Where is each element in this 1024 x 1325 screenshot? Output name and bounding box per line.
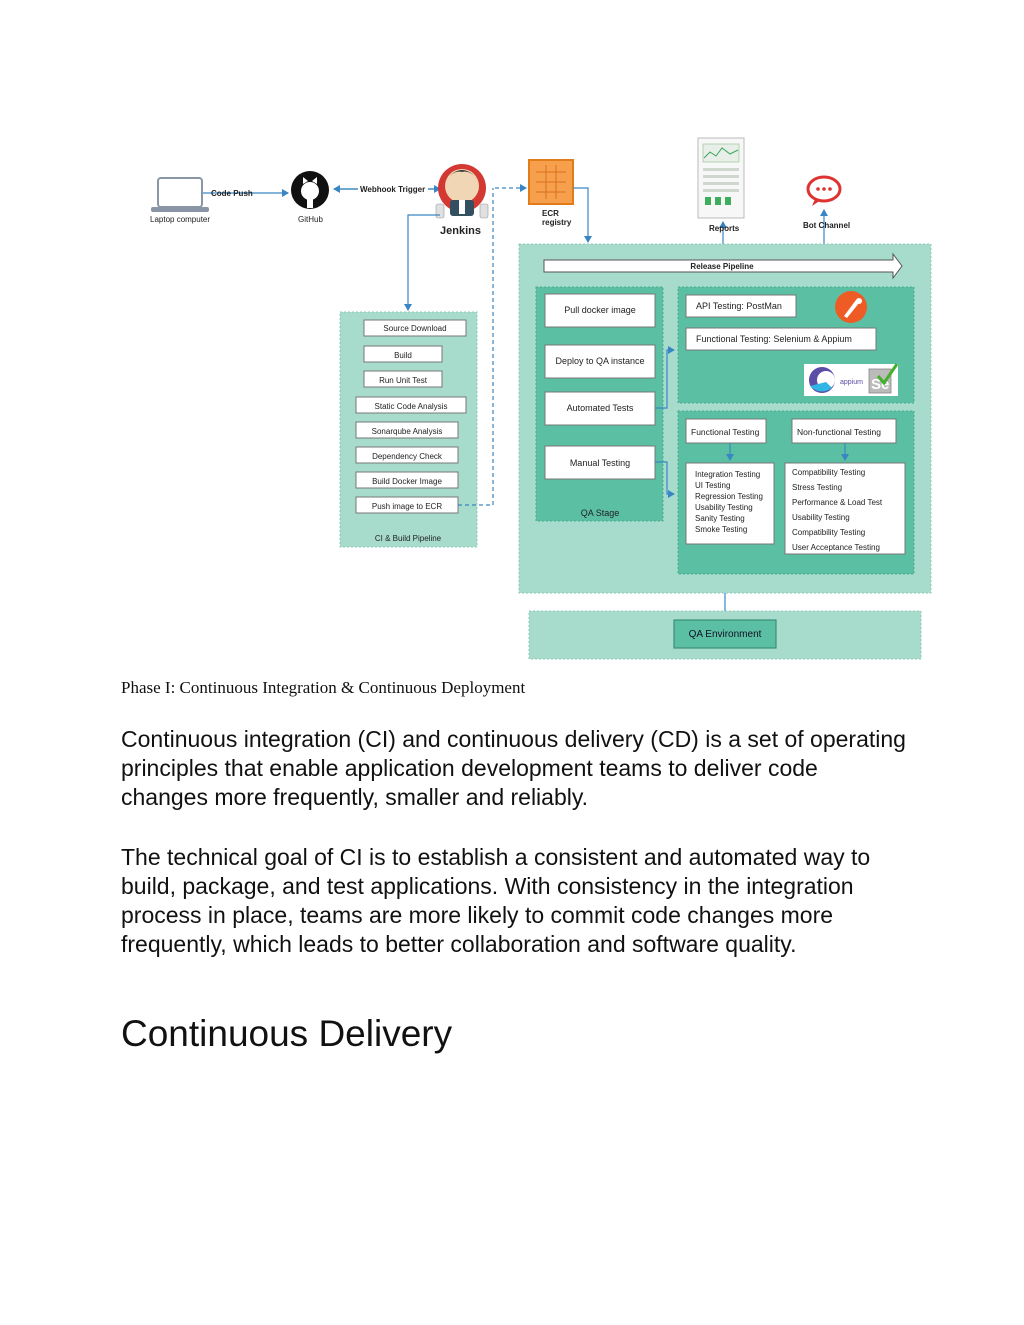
reports-label: Reports: [709, 224, 740, 233]
ci-step: Sonarqube Analysis: [371, 427, 443, 436]
qa-step: Deploy to QA instance: [555, 356, 645, 366]
nonfunctional-item: Usability Testing: [792, 513, 850, 522]
qa-step: Manual Testing: [569, 458, 631, 468]
webhook-label: Webhook Trigger: [360, 185, 426, 194]
nonfunctional-item: Compatibility Testing: [792, 528, 866, 537]
ci-step: Build: [394, 351, 412, 360]
ci-step: Source Download: [383, 324, 447, 333]
qa-environment-label: QA Environment: [688, 629, 762, 640]
ci-pipeline-title: CI & Build Pipeline: [374, 534, 442, 543]
ci-cd-diagram: [140, 130, 940, 665]
ci-step: Push image to ECR: [371, 502, 443, 511]
functional-item: Sanity Testing: [695, 514, 745, 523]
nonfunctional-item: Stress Testing: [792, 483, 843, 492]
ci-step: Static Code Analysis: [374, 402, 448, 411]
qa-step: Pull docker image: [564, 305, 636, 315]
postman-icon: [835, 291, 867, 323]
jenkins-icon: [436, 164, 488, 218]
laptop-icon: [151, 178, 209, 212]
bot-label: Bot Channel: [803, 221, 851, 230]
qa-step: Automated Tests: [566, 403, 634, 413]
diagram-canvas: [140, 130, 940, 665]
appium-selenium-logo: [804, 364, 898, 396]
ci-step: Run Unit Test: [379, 376, 427, 385]
laptop-label: Laptop computer: [150, 215, 211, 224]
bot-channel-icon: [808, 177, 840, 206]
api-testing-box: API Testing: PostMan: [696, 301, 782, 311]
reports-icon: [698, 138, 744, 218]
appium-logo-text: appium: [840, 379, 863, 386]
paragraph-ci-goal: The technical goal of CI is to establish a consistent and automated way to build, package, and test applications. With consistency in the integration process in place, teams are more likely to commit code changes more frequently, which leads to better collaboration and software quality.: [121, 844, 871, 957]
nonfunctional-item: Compatibility Testing: [792, 468, 866, 477]
ecr-registry-icon: [529, 160, 573, 204]
nonfunctional-item: Performance & Load Test: [792, 498, 883, 507]
functional-item: Usability Testing: [695, 503, 753, 512]
functional-item: Regression Testing: [695, 492, 763, 501]
section-heading: Continuous Delivery: [121, 1013, 453, 1054]
paragraph-ci-cd: Continuous integration (CI) and continuous delivery (CD) is a set of operating principles that enable application development teams to deliver code changes more frequently, smaller and reliably.: [121, 726, 906, 810]
figure-caption: Phase I: Continuous Integration & Continuous Deployment: [121, 678, 526, 697]
github-icon: [291, 171, 329, 209]
selenium-logo-text: Se: [871, 376, 890, 393]
release-pipeline-label: Release Pipeline: [690, 262, 754, 271]
jenkins-label: Jenkins: [440, 225, 481, 237]
github-label: GitHub: [298, 215, 323, 224]
nonfunctional-item: User Acceptance Testing: [792, 543, 880, 552]
functional-testing-header: Functional Testing: [691, 427, 760, 437]
functional-item: Integration Testing: [695, 470, 761, 479]
functional-item: Smoke Testing: [695, 525, 748, 534]
ci-step: Dependency Check: [372, 452, 442, 461]
ecr-label: ECR registry: [542, 209, 572, 228]
functional-item: UI Testing: [695, 481, 731, 490]
functional-tool-box: Functional Testing: Selenium & Appium: [696, 334, 852, 344]
qa-stage-title: QA Stage: [580, 508, 620, 518]
ci-step: Build Docker Image: [372, 477, 442, 486]
nonfunctional-testing-header: Non-functional Testing: [797, 427, 881, 437]
code-push-label: Code Push: [211, 189, 253, 198]
